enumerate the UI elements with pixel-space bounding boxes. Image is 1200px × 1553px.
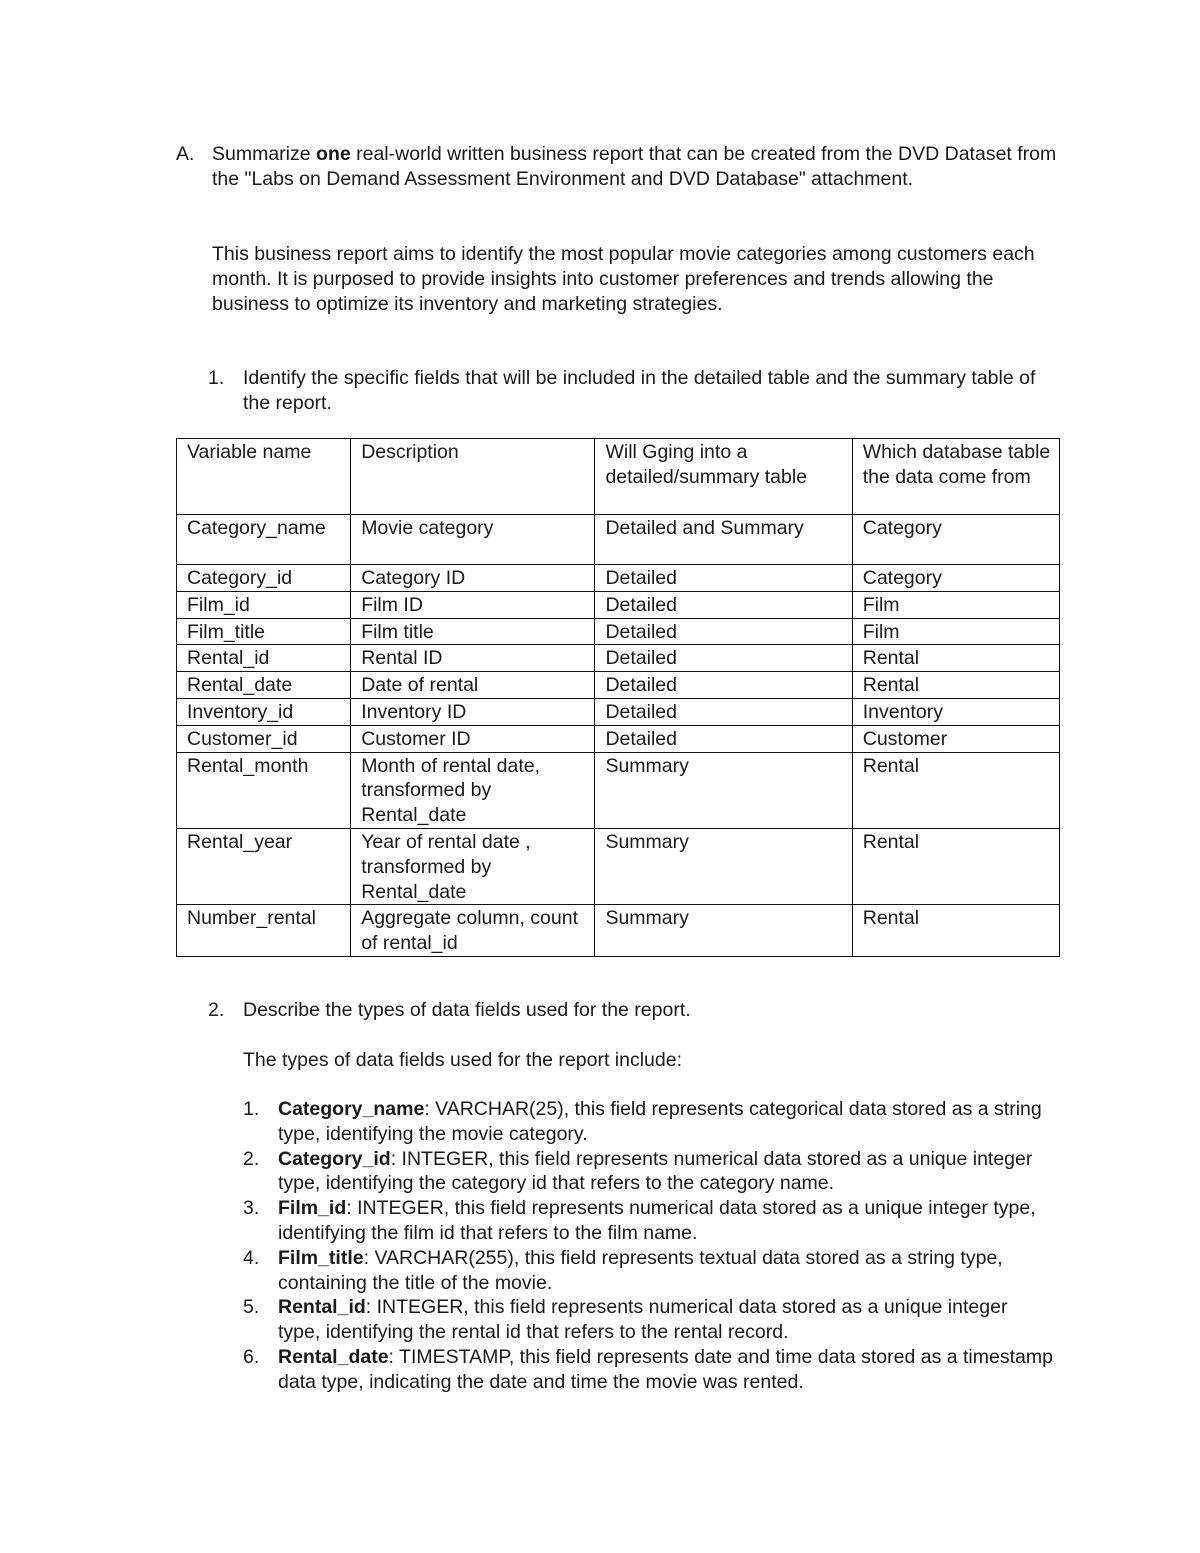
header-variable-name: Variable name	[177, 439, 351, 515]
table-cell: Summary	[595, 752, 852, 828]
table-cell: Film ID	[351, 591, 595, 618]
list-number: 1.	[243, 1098, 260, 1120]
table-cell: Film_title	[177, 618, 351, 645]
table-cell: Rental_year	[177, 828, 351, 904]
list-number: 2.	[243, 1147, 260, 1170]
list-item	[243, 1097, 1053, 1147]
list-item	[243, 1147, 1053, 1197]
table-cell: Summary	[595, 828, 852, 904]
table-cell: Customer ID	[351, 725, 595, 752]
question-1-text: Identify the specific fields that will be included in the detailed table and the summary table of the report.	[243, 367, 1036, 414]
table-row	[177, 645, 1060, 672]
table-cell: Inventory ID	[351, 698, 595, 725]
table-row	[177, 698, 1060, 725]
table-cell: Category	[852, 515, 1059, 565]
report-summary: This business report aims to identify the most popular movie categories among customers each month. It is purposed to provide insights into customer preferences and trends allowing the business to optimize its inventory and marketing strategies.	[212, 243, 1035, 315]
table-row	[177, 565, 1060, 592]
list-number: 6.	[243, 1345, 260, 1368]
table-cell: Category ID	[351, 565, 595, 592]
field-description: : INTEGER, this field represents numerical data stored as a unique integer type, identifying the category id that refers to the category name.	[278, 1147, 1033, 1195]
table-cell: Number_rental	[177, 905, 351, 957]
table-row	[177, 672, 1060, 699]
field-description: : INTEGER, this field represents numerical data stored as a unique integer type, identifying the film id that refers to the film name.	[278, 1197, 1036, 1244]
table-cell: Aggregate column, count of rental_id	[351, 905, 595, 957]
table-cell: Rental	[852, 645, 1059, 672]
table-header-row	[177, 439, 1060, 515]
table-cell: Inventory	[852, 698, 1059, 725]
data-types-list	[243, 1097, 1053, 1395]
table-cell: Rental_id	[177, 645, 351, 672]
section-a-prompt	[212, 142, 1062, 192]
table-cell: Rental_month	[177, 752, 351, 828]
table-cell: Customer_id	[177, 725, 351, 752]
prompt-end: real-world written business report that can be created from the DVD Dataset from the "Labs on Demand Assessment Environment and DVD Database" attachment.	[212, 143, 1057, 190]
table-cell: Detailed	[595, 725, 852, 752]
table-cell: Rental	[852, 752, 1059, 828]
field-name: Film_id	[278, 1197, 347, 1220]
section-a-marker: A.	[176, 143, 195, 165]
table-row	[177, 618, 1060, 645]
table-cell: Detailed	[595, 645, 852, 672]
table-cell: Detailed	[595, 591, 852, 618]
table-cell: Detailed	[595, 565, 852, 592]
header-table-type: Will Gging into a detailed/summary table	[595, 439, 852, 515]
table-row	[177, 515, 1060, 565]
table-cell: Month of rental date, transformed by Rental_date	[351, 752, 595, 828]
table-cell: Date of rental	[351, 672, 595, 699]
list-item	[243, 1345, 1053, 1395]
table-cell: Film	[852, 618, 1059, 645]
table-cell: Category	[852, 565, 1059, 592]
list-item	[243, 1295, 1053, 1345]
table-cell: Film	[852, 591, 1059, 618]
list-number: 3.	[243, 1197, 260, 1220]
table-cell: Film title	[351, 618, 595, 645]
table-cell: Year of rental date , transformed by Rental_date	[351, 828, 595, 904]
types-intro: The types of data fields used for the report include:	[243, 1049, 683, 1071]
table-cell: Inventory_id	[177, 698, 351, 725]
field-name: Rental_date	[278, 1345, 389, 1368]
table-cell: Summary	[595, 905, 852, 957]
table-cell: Film_id	[177, 591, 351, 618]
question-2-text: Describe the types of data fields used for the report.	[243, 999, 691, 1021]
table-cell: Detailed	[595, 672, 852, 699]
list-item	[243, 1196, 1053, 1246]
table-row	[177, 591, 1060, 618]
question-1-marker: 1.	[208, 367, 225, 389]
table-cell: Rental ID	[351, 645, 595, 672]
table-cell: Detailed and Summary	[595, 515, 852, 565]
table-cell: Category_id	[177, 565, 351, 592]
header-description: Description	[351, 439, 595, 515]
field-description: : VARCHAR(255), this field represents textual data stored as a string type, containing the title of the movie.	[278, 1246, 1003, 1294]
table-row	[177, 725, 1060, 752]
list-number: 5.	[243, 1296, 260, 1319]
table-cell: Category_name	[177, 515, 351, 565]
field-name: Category_name	[278, 1098, 425, 1120]
prompt-start: Summarize	[212, 143, 317, 165]
field-name: Category_id	[278, 1147, 391, 1170]
field-description: : VARCHAR(25), this field represents categorical data stored as a string type, identifying the movie category.	[278, 1098, 1042, 1145]
field-name: Rental_id	[278, 1296, 366, 1319]
table-row	[177, 752, 1060, 828]
list-item	[243, 1246, 1053, 1296]
table-cell: Rental	[852, 905, 1059, 957]
table-row	[177, 828, 1060, 904]
table-cell: Rental	[852, 672, 1059, 699]
question-2-marker: 2.	[208, 999, 225, 1021]
table-cell: Customer	[852, 725, 1059, 752]
table-cell: Detailed	[595, 618, 852, 645]
table-cell: Movie category	[351, 515, 595, 565]
field-name: Film_title	[278, 1246, 364, 1269]
fields-table	[176, 438, 1060, 957]
field-description: : TIMESTAMP, this field represents date and time data stored as a timestamp data type, indicating the date and time the movie was rented.	[278, 1345, 1053, 1393]
field-description: : INTEGER, this field represents numerical data stored as a unique integer type, identifying the rental id that refers to the rental record.	[278, 1296, 1008, 1344]
table-cell: Rental_date	[177, 672, 351, 699]
table-cell: Rental	[852, 828, 1059, 904]
list-number: 4.	[243, 1246, 260, 1269]
prompt-bold-word: one	[316, 143, 351, 165]
table-row	[177, 905, 1060, 957]
table-cell: Detailed	[595, 698, 852, 725]
header-source-table: Which database table the data come from	[852, 439, 1059, 515]
